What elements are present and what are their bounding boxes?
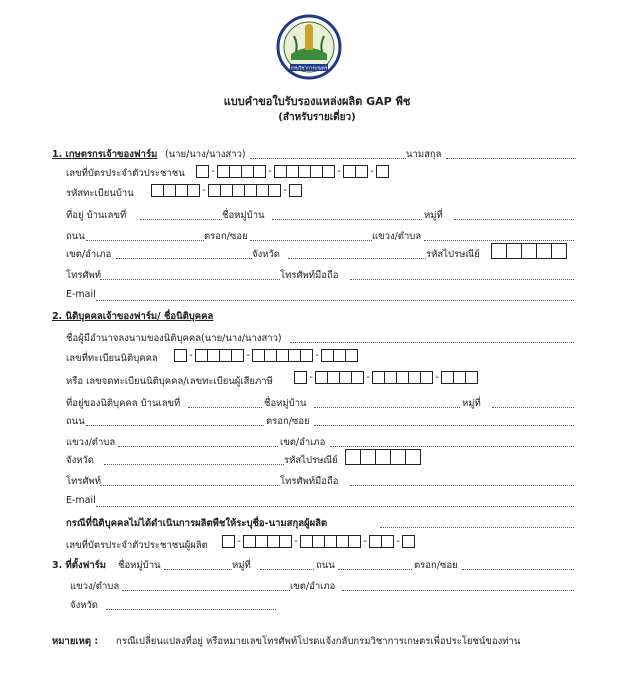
email-label: E-mail bbox=[66, 289, 96, 300]
producer-name-field[interactable] bbox=[380, 527, 574, 528]
corp-postcode-boxes[interactable] bbox=[345, 449, 421, 465]
form-subtitle: (สำหรับรายเดี่ยว) bbox=[278, 112, 356, 123]
corp-house-no-field[interactable] bbox=[188, 407, 262, 408]
corp-subdistrict-field[interactable] bbox=[118, 446, 278, 447]
soi-label: ตรอก/ซอย bbox=[204, 231, 248, 242]
subdistrict-label: แขวง/ตำบล bbox=[372, 231, 422, 242]
corp-postcode-label: รหัสไปรษณีย์ bbox=[284, 455, 338, 466]
province-label: จังหวัด bbox=[252, 249, 280, 260]
farm-village-field[interactable] bbox=[164, 569, 232, 570]
email-field[interactable] bbox=[96, 300, 574, 301]
address-label: ที่อยู่ บ้านเลขที่ bbox=[66, 210, 127, 221]
farm-subdistrict-field[interactable] bbox=[122, 590, 290, 591]
surname-label: นามสกุล bbox=[406, 149, 442, 160]
farm-province-field[interactable] bbox=[106, 609, 276, 610]
corp-district-field[interactable] bbox=[330, 446, 574, 447]
road-field[interactable] bbox=[86, 240, 204, 241]
mobile-label: โทรศัพท์มือถือ bbox=[280, 270, 339, 281]
producer-id-boxes[interactable]: - - - - bbox=[222, 535, 415, 548]
reg-no-label: เลขที่ทะเบียนนิติบุคคล bbox=[66, 353, 158, 364]
district-field[interactable] bbox=[116, 258, 252, 259]
section3-heading: 3. ที่ตั้งฟาร์ม bbox=[52, 560, 107, 571]
moo-field[interactable] bbox=[454, 219, 574, 220]
corp-province-label: จังหวัด bbox=[66, 455, 94, 466]
corp-district-label: เขต/อำเภอ bbox=[280, 437, 326, 448]
farm-road-label: ถนน bbox=[316, 560, 335, 571]
subdistrict-field[interactable] bbox=[424, 240, 574, 241]
id-card-boxes[interactable]: - - - - bbox=[196, 165, 389, 178]
farm-district-field[interactable] bbox=[342, 590, 574, 591]
farm-soi-field[interactable] bbox=[462, 569, 574, 570]
corp-mobile-label: โทรศัพท์มือถือ bbox=[280, 476, 339, 487]
producer-id-label: เลขที่บัตรประจำตัวประชาชนผู้ผลิต bbox=[66, 540, 208, 551]
tax-no-boxes[interactable]: - - - bbox=[294, 371, 478, 384]
phone-field[interactable] bbox=[100, 279, 280, 280]
farm-soi-label: ตรอก/ซอย bbox=[414, 560, 458, 571]
village-label: ชื่อหมู่บ้าน bbox=[222, 210, 265, 221]
corp-road-label: ถนน bbox=[66, 416, 85, 427]
soi-field[interactable] bbox=[250, 240, 372, 241]
corp-subdistrict-label: แขวง/ตำบล bbox=[66, 437, 116, 448]
house-reg-label: รหัสทะเบียนบ้าน bbox=[66, 188, 134, 199]
name-prefix-hint: (นาย/นาง/นางสาว) bbox=[165, 149, 246, 160]
rep-name-label: ชื่อผู้มีอำนาจลงนามของนิติบุคคล(นาย/นาง/นางสาว) bbox=[66, 333, 282, 344]
corp-road-field[interactable] bbox=[86, 425, 264, 426]
postcode-label: รหัสไปรษณีย์ bbox=[426, 249, 480, 260]
corp-soi-field[interactable] bbox=[314, 425, 574, 426]
remark-label: หมายเหตุ : bbox=[52, 636, 99, 647]
corp-village-label: ชื่อหมู่บ้าน bbox=[264, 398, 307, 409]
farm-district-label: เขต/อำเภอ bbox=[290, 581, 336, 592]
id-card-label: เลขที่บัตรประจำตัวประชาชน bbox=[66, 168, 185, 179]
phone-label: โทรศัพท์ bbox=[66, 270, 102, 281]
corp-email-label: E-mail bbox=[66, 495, 96, 506]
postcode-boxes[interactable] bbox=[491, 243, 567, 259]
house-reg-boxes[interactable]: - - bbox=[151, 184, 302, 197]
farm-moo-label: หมู่ที่ bbox=[232, 560, 251, 571]
farm-road-field[interactable] bbox=[338, 569, 412, 570]
district-label: เขต/อำเภอ bbox=[66, 249, 112, 260]
corp-moo-field[interactable] bbox=[492, 407, 574, 408]
corp-moo-label: หมู่ที่ bbox=[462, 398, 481, 409]
road-label: ถนน bbox=[66, 231, 85, 242]
corp-address-label: ที่อยู่ของนิติบุคคล บ้านเลขที่ bbox=[66, 398, 181, 409]
farm-moo-field[interactable] bbox=[260, 569, 314, 570]
corp-phone-label: โทรศัพท์ bbox=[66, 476, 102, 487]
tax-no-label: หรือ เลขจดทะเบียนนิติบุคคล/เลขทะเบียนผู้เสียภาษี bbox=[66, 376, 273, 387]
house-no-field[interactable] bbox=[140, 219, 222, 220]
corp-province-field[interactable] bbox=[104, 464, 284, 465]
corp-email-field[interactable] bbox=[96, 506, 574, 507]
farm-province-label: จังหวัด bbox=[70, 600, 98, 611]
moo-label: หมู่ที่ bbox=[424, 210, 443, 221]
farm-subdistrict-label: แขวง/ตำบล bbox=[70, 581, 120, 592]
farmer-name-field[interactable] bbox=[250, 158, 406, 159]
reg-no-boxes[interactable]: - - - bbox=[174, 349, 358, 362]
department-seal-logo bbox=[276, 14, 342, 80]
svg-text:กรมวิชาการเกษตร: กรมวิชาการเกษตร bbox=[290, 66, 328, 72]
corp-village-field[interactable] bbox=[314, 407, 460, 408]
corp-mobile-field[interactable] bbox=[350, 485, 574, 486]
form-title: แบบคำขอใบรับรองแหล่งผลิต GAP พืช bbox=[223, 95, 411, 108]
farm-village-label: ชื่อหมู่บ้าน bbox=[118, 560, 161, 571]
producer-note: กรณีที่นิติบุคคลไม่ได้ดำเนินการผลิตพืชให้ระบุชื่อ-นามสกุลผู้ผลิต bbox=[66, 518, 328, 529]
corp-soi-label: ตรอก/ซอย bbox=[266, 416, 310, 427]
village-field[interactable] bbox=[272, 219, 422, 220]
section2-heading: 2. นิติบุคคลเจ้าของฟาร์ม/ ชื่อนิติบุคคล bbox=[52, 311, 214, 322]
remark-text: กรณีเปลี่ยนแปลงที่อยู่ หรือหมายเลขโทรศัพท์โปรดแจ้งกลับกรมวิชาการเกษตรเพื่อประโยชน์ของท่าน bbox=[116, 636, 521, 647]
section1-heading: 1. เกษตรกรเจ้าของฟาร์ม bbox=[52, 149, 158, 160]
province-field[interactable] bbox=[288, 258, 426, 259]
mobile-field[interactable] bbox=[350, 279, 574, 280]
surname-field[interactable] bbox=[446, 158, 576, 159]
corp-phone-field[interactable] bbox=[100, 485, 280, 486]
rep-name-field[interactable] bbox=[290, 342, 574, 343]
